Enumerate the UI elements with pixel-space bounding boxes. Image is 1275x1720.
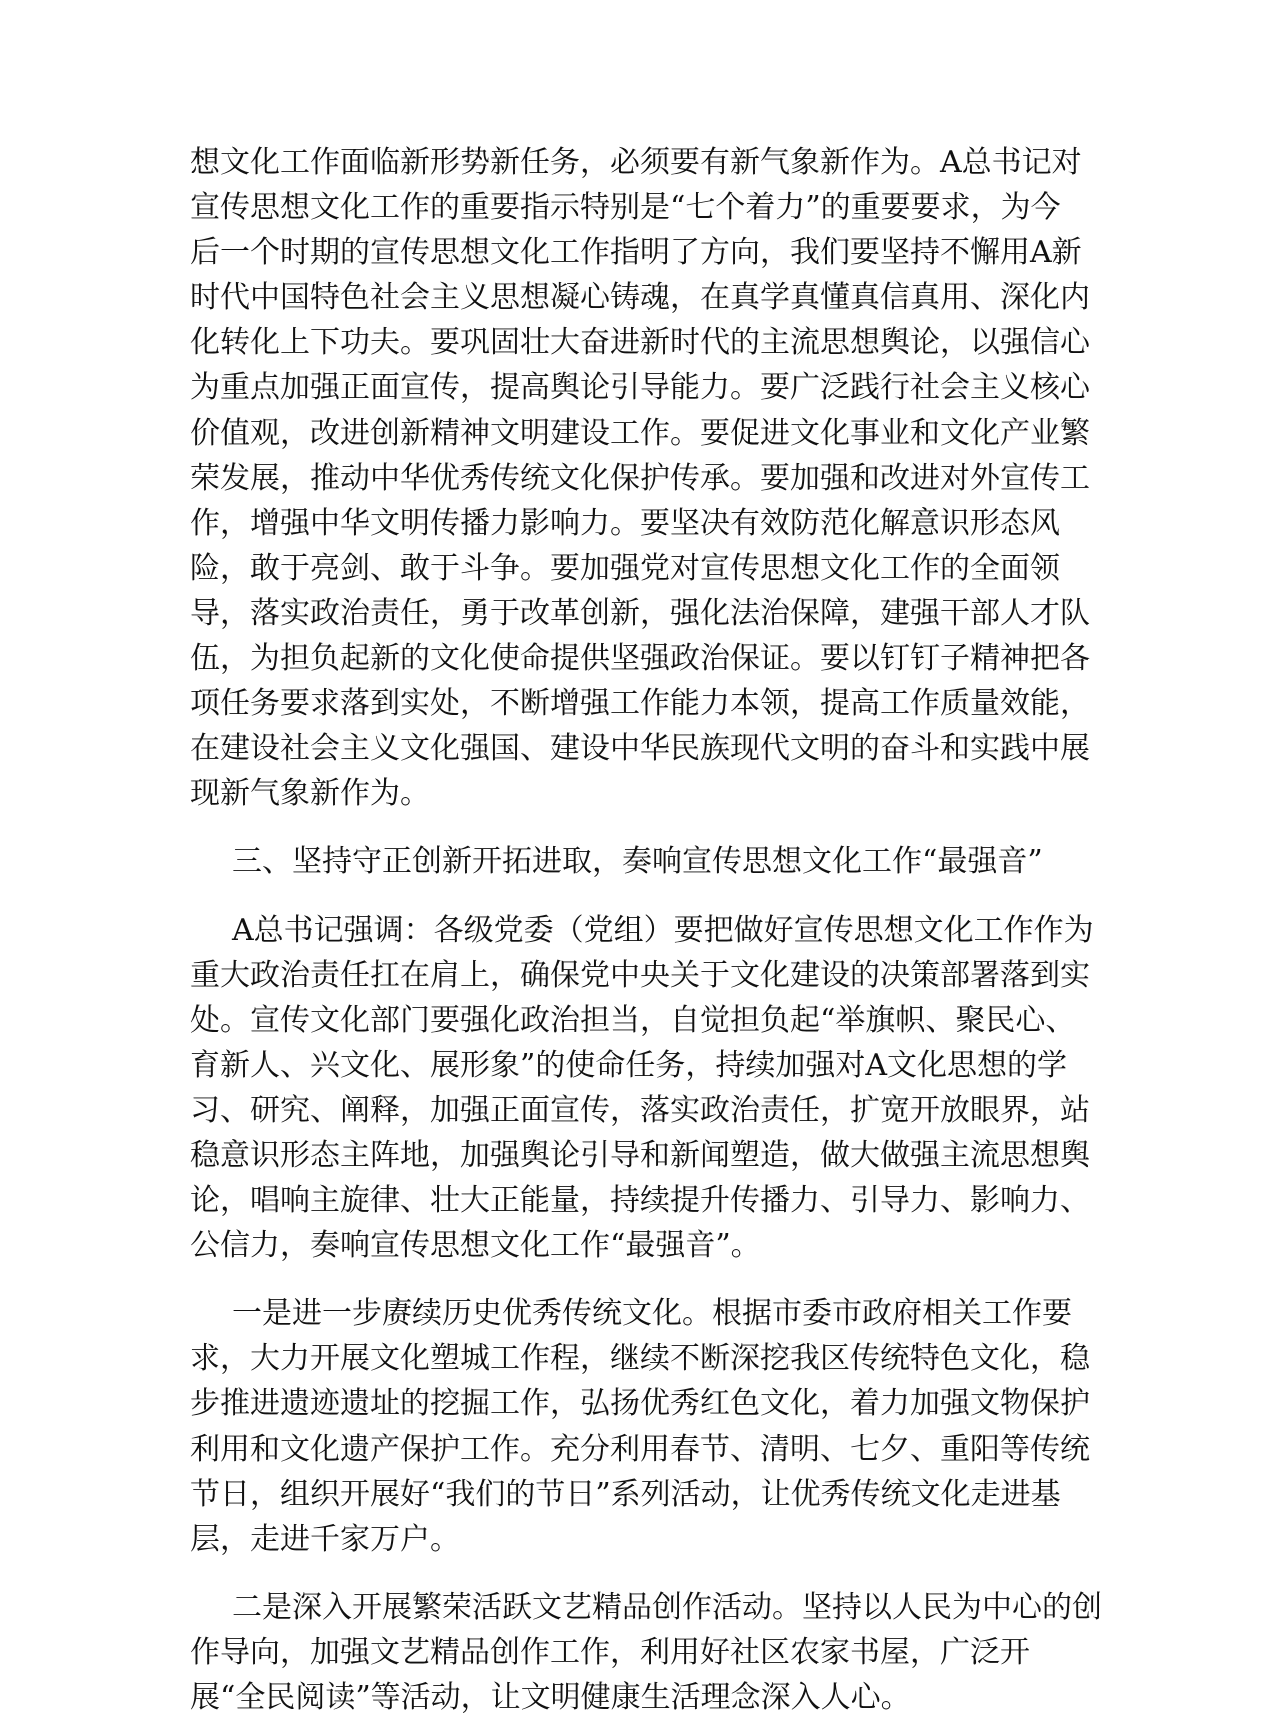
- text-line: 想文化工作面临新形势新任务，必须要有新气象新作为。A总书记对: [190, 145, 1082, 180]
- text-line: 项任务要求落到实处，不断增强工作能力本领，提高工作质量效能，: [190, 686, 1090, 722]
- text-line: 荣发展，推动中华优秀传统文化保护传承。要加强和改进对外宣传工: [190, 460, 1090, 496]
- text-line: 价值观，改进创新精神文明建设工作。要促进文化事业和文化产业繁: [190, 415, 1090, 451]
- text-line: 在建设社会主义文化强国、建设中华民族现代文明的奋斗和实践中展: [190, 731, 1090, 767]
- paragraph-traditional-culture: [190, 1291, 1090, 1562]
- paragraph-general-secretary-emphasis: [190, 908, 1094, 1269]
- text-line: 作，增强中华文明传播力影响力。要坚决有效防范化解意识形态风: [190, 505, 1060, 541]
- text-line: 重大政治责任扛在肩上，确保党中央关于文化建设的决策部署落到实: [190, 957, 1090, 993]
- paragraph-ideology-culture-work: [190, 140, 1090, 816]
- section-heading: [190, 839, 1090, 884]
- text-line: A总书记强调：各级党委（党组）要把做好宣传思想文化工作作为: [232, 912, 1094, 948]
- text-line: 为重点加强正面宣传，提高舆论引导能力。要广泛践行社会主义核心: [190, 370, 1090, 406]
- text-line: 二是深入开展繁荣活跃文艺精品创作活动。坚持以人民为中心的创: [232, 1589, 1102, 1625]
- paragraph-literary-works: [190, 1585, 1102, 1720]
- text-line: 导，落实政治责任，勇于改革创新，强化法治保障，建强干部人才队: [190, 595, 1090, 631]
- text-line: 现新气象新作为。: [190, 776, 430, 812]
- text-line: 险，敢于亮剑、敢于斗争。要加强党对宣传思想文化工作的全面领: [190, 550, 1060, 586]
- text-line: 层，走进千家万户。: [190, 1521, 460, 1557]
- text-line: 处。宣传文化部门要强化政治担当，自觉担负起“举旗帜、聚民心、: [190, 1002, 1076, 1038]
- text-line: 一是进一步赓续历史优秀传统文化。根据市委市政府相关工作要: [232, 1296, 1072, 1332]
- text-line: 后一个时期的宣传思想文化工作指明了方向，我们要坚持不懈用A新: [190, 235, 1082, 271]
- text-line: 公信力，奏响宣传思想文化工作“最强音”。: [190, 1228, 761, 1264]
- text-line: 利用和文化遗产保护工作。充分利用春节、清明、七夕、重阳等传统: [190, 1431, 1090, 1467]
- text-line: 展“全民阅读”等活动，让文明健康生活理念深入人心。: [190, 1680, 911, 1715]
- text-line: 宣传思想文化工作的重要指示特别是“七个着力”的重要要求，为今: [190, 190, 1061, 226]
- text-line: 伍，为担负起新的文化使命提供坚强政治保证。要以钉钉子精神把各: [190, 641, 1090, 677]
- text-line: 习、研究、阐释，加强正面宣传，落实政治责任，扩宽开放眼界，站: [190, 1092, 1090, 1128]
- text-line: 时代中国特色社会主义思想凝心铸魂，在真学真懂真信真用、深化内: [190, 280, 1090, 316]
- text-line: 求，大力开展文化塑城工作程，继续不断深挖我区传统特色文化，稳: [190, 1341, 1090, 1377]
- text-line: 作导向，加强文艺精品创作工作，利用好社区农家书屋，广泛开: [190, 1634, 1030, 1670]
- text-line: 节日，组织开展好“我们的节日”系列活动，让优秀传统文化走进基: [190, 1476, 1061, 1512]
- text-line: 育新人、兴文化、展形象”的使命任务，持续加强对A文化思想的学: [190, 1047, 1068, 1083]
- text-line: 稳意识形态主阵地，加强舆论引导和新闻塑造，做大做强主流思想舆: [190, 1137, 1090, 1173]
- document-page: [190, 140, 1102, 1720]
- text-line: 论，唱响主旋律、壮大正能量，持续提升传播力、引导力、影响力、: [190, 1183, 1090, 1219]
- section-heading-text: 三、坚持守正创新开拓进取，奏响宣传思想文化工作“最强音”: [232, 844, 1043, 880]
- text-line: 步推进遗迹遗址的挖掘工作，弘扬优秀红色文化，着力加强文物保护: [190, 1386, 1090, 1422]
- text-line: 化转化上下功夫。要巩固壮大奋进新时代的主流思想舆论，以强信心: [190, 325, 1090, 361]
